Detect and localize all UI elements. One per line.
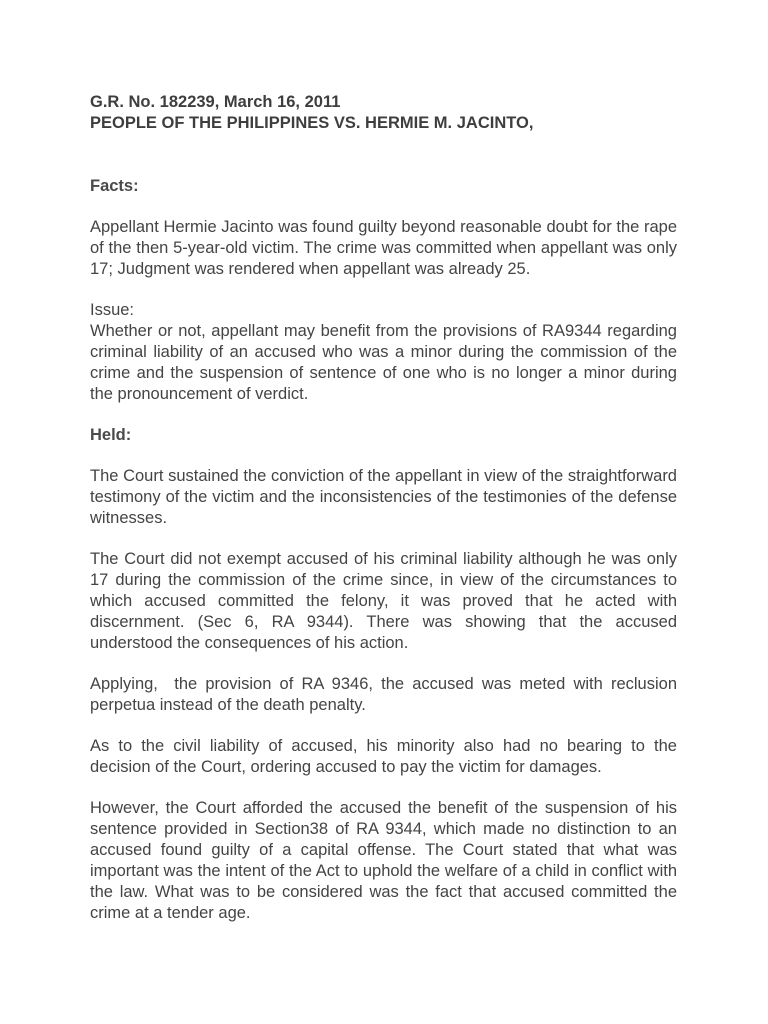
held-paragraph-2: The Court did not exempt accused of his criminal liability although he was only 17 during the commission of the crime since, in view of the circumstances to which accused committed the felony, it was proved that he acted with discernment. (Sec 6, RA 9344). There was showing that the accused understood the consequences of his action.	[90, 550, 677, 652]
held-heading: Held:	[90, 426, 132, 444]
held-paragraph-1: The Court sustained the conviction of the appellant in view of the straightforward testimony of the victim and the inconsistencies of the testimonies of the defense witnesses.	[90, 467, 677, 527]
case-citation: G.R. No. 182239, March 16, 2011	[90, 93, 341, 111]
held-paragraph-3: Applying, the provision of RA 9346, the accused was meted with reclusion perpetua instead of the death penalty.	[90, 675, 682, 714]
facts-heading: Facts:	[90, 177, 139, 195]
issue-paragraph: Whether or not, appellant may benefit from the provisions of RA9344 regarding criminal liability of an accused who was a minor during the commission of the crime and the suspension of sentence of one who is no longer a minor during the pronouncement of verdict.	[90, 322, 677, 403]
document-page	[90, 92, 682, 924]
held-paragraph-5: However, the Court afforded the accused the benefit of the suspension of his sentence provided in Section38 of RA 9344, which made no distinction to an accused found guilty of a capital offense. The Court stated that what was important was the intent of the Act to uphold the welfare of a child in conflict with the law. What was to be considered was the fact that accused committed the crime at a tender age.	[90, 799, 677, 922]
facts-paragraph: Appellant Hermie Jacinto was found guilty beyond reasonable doubt for the rape of the then 5-year-old victim. The crime was committed when appellant was only 17; Judgment was rendered when appellant was already 25.	[90, 218, 677, 278]
case-title: PEOPLE OF THE PHILIPPINES VS. HERMIE M. JACINTO,	[90, 114, 534, 132]
held-paragraph-4: As to the civil liability of accused, his minority also had no bearing to the decision of the Court, ordering accused to pay the victim for damages.	[90, 737, 677, 776]
issue-heading: Issue:	[90, 301, 135, 319]
